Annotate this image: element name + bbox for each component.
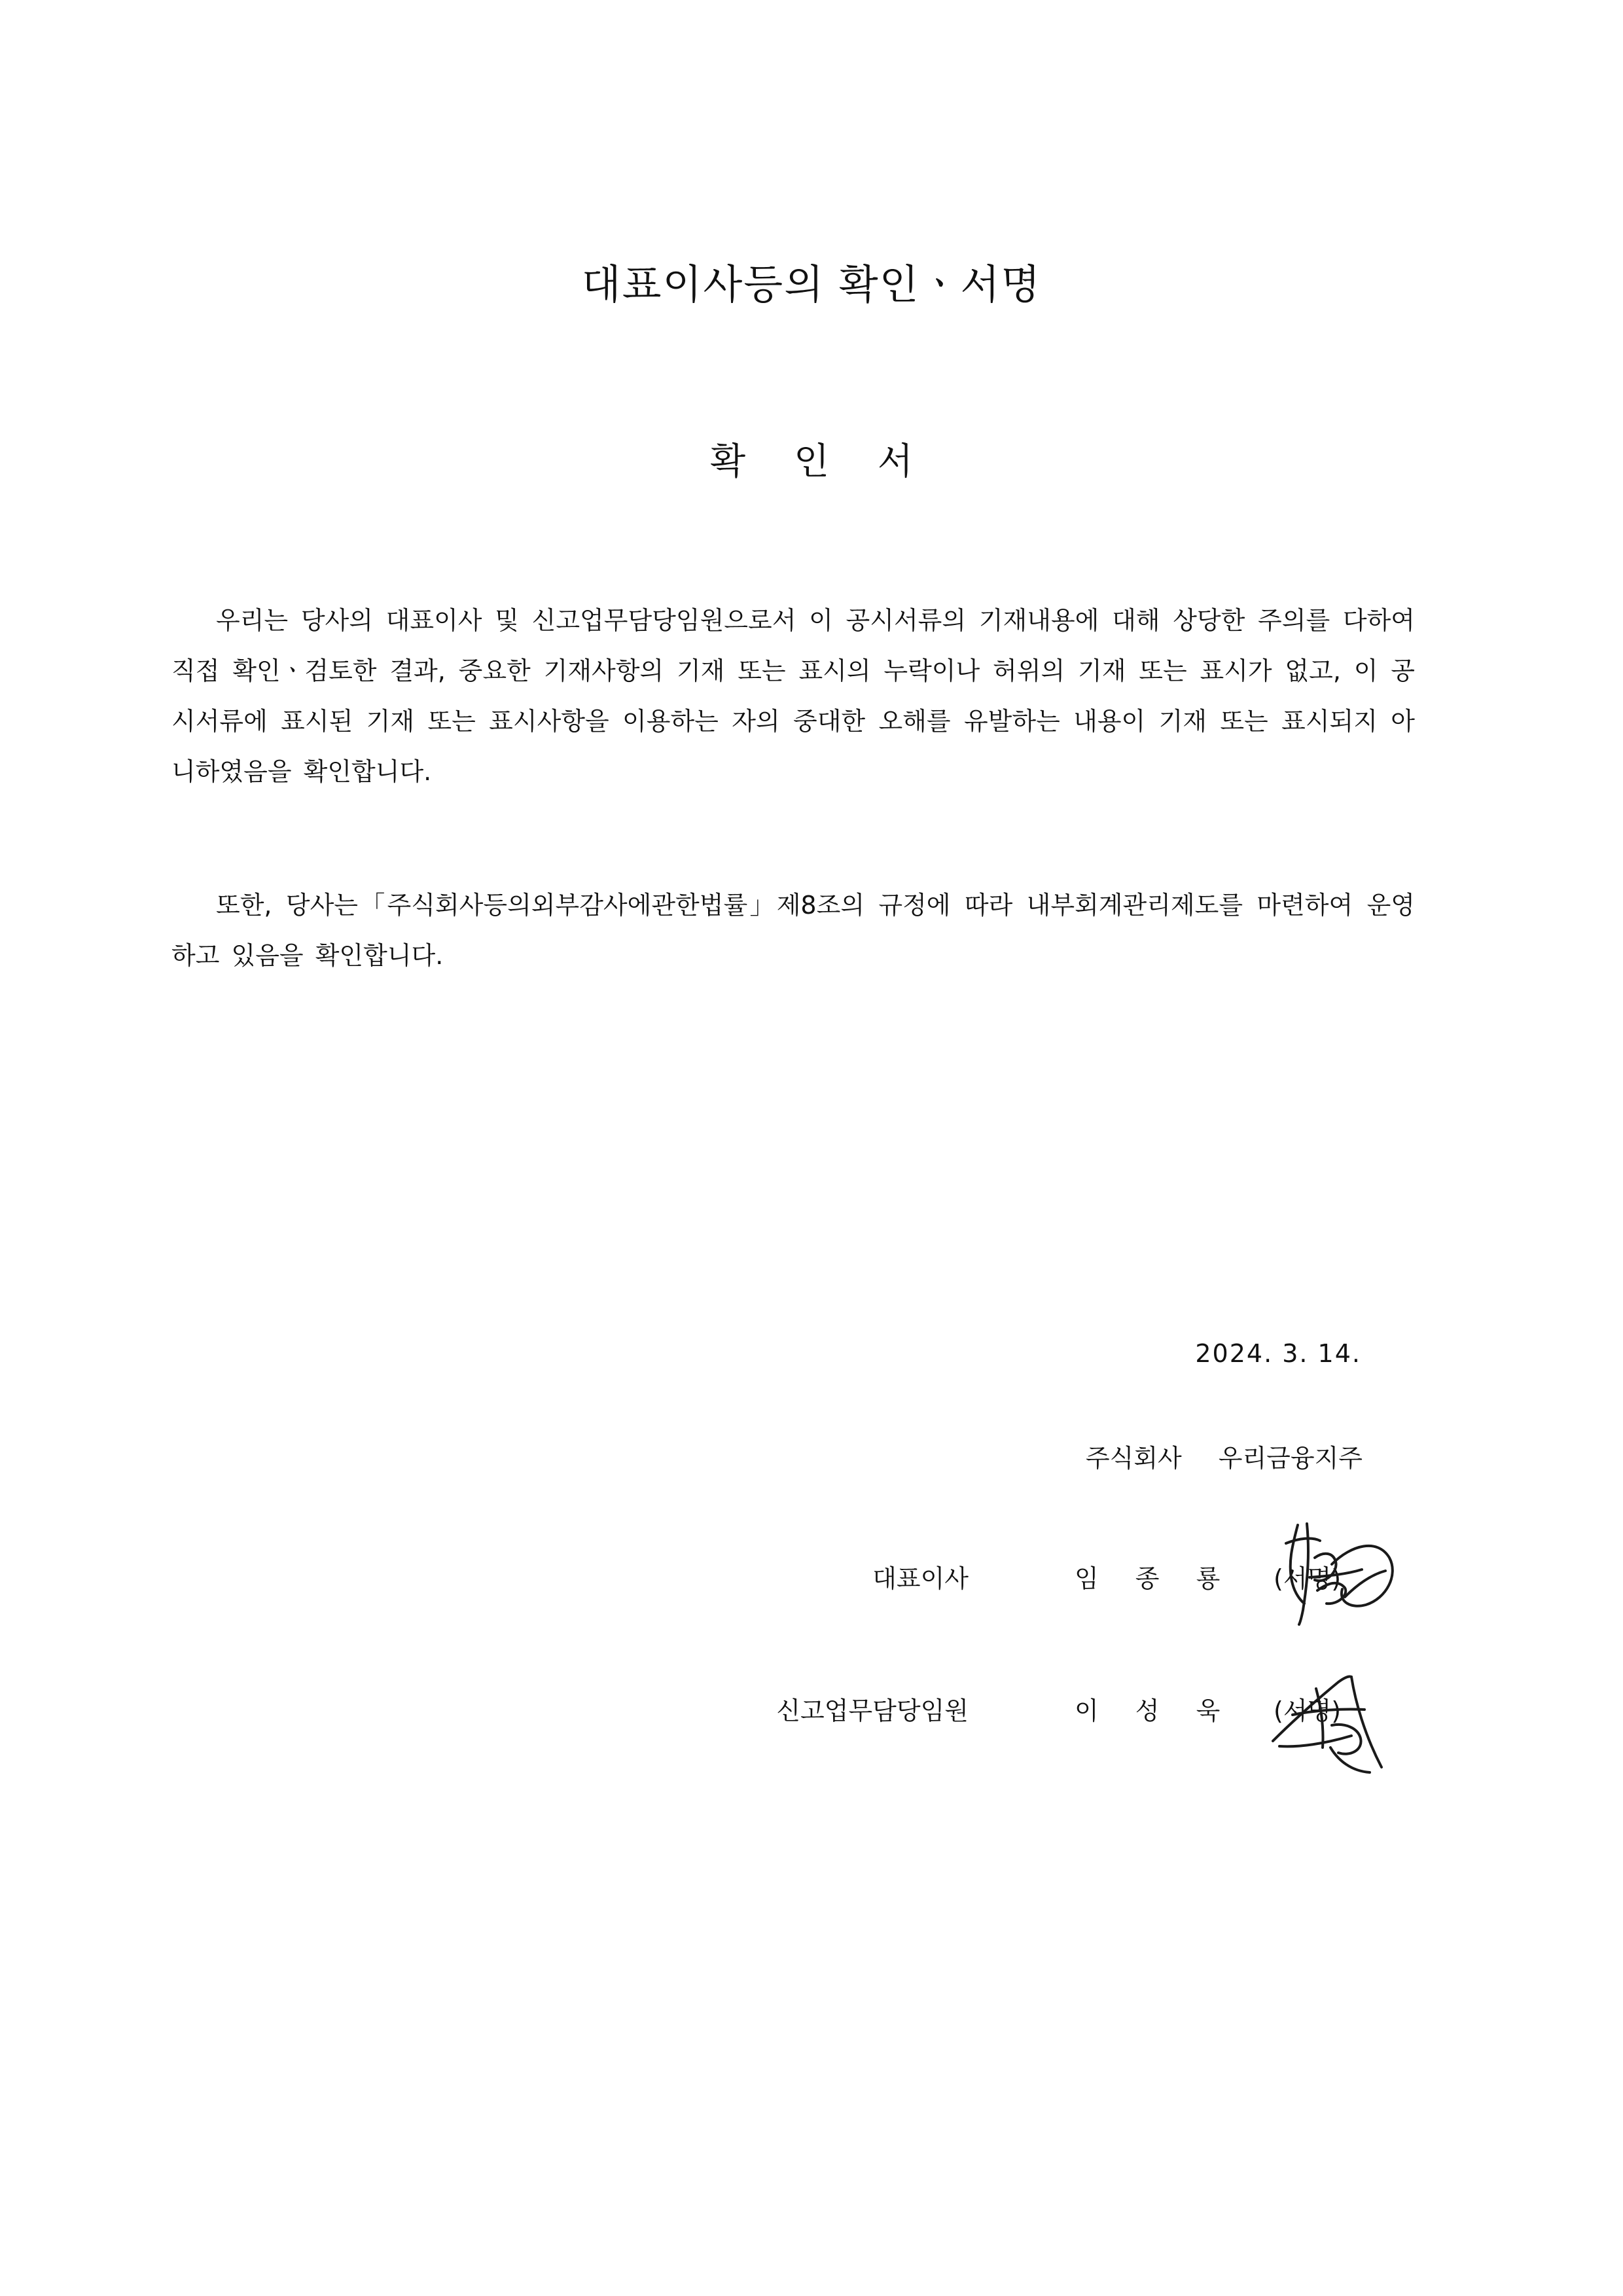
company-line [1086, 1440, 1363, 1477]
signatory-name: 임 종 룡 [1075, 1564, 1235, 1593]
company-name: 우리금융지주 [1218, 1444, 1363, 1473]
signature-label: (서명) [1274, 1564, 1342, 1593]
signatory-role: 신고업무담당임원 [776, 1696, 969, 1725]
document-date: 2024. 3. 14. [1195, 1339, 1361, 1368]
document-subtitle: 확 인 서 [710, 440, 931, 483]
signatory-role: 대표이사 [872, 1564, 969, 1593]
signatory-name: 이 성 욱 [1075, 1696, 1235, 1725]
signature-label: (서명) [1274, 1696, 1342, 1725]
company-type: 주식회사 [1085, 1444, 1182, 1473]
confirmation-paragraph-2: 또한, 당사는「주식회사등의외부감사에관한법률」제8조의 규정에 따라 내부회계관리제도를 마련하여 운영하고 있음을 확인합니다. [171, 891, 1415, 970]
confirmation-paragraph-1: 우리는 당사의 대표이사 및 신고업무담당임원으로서 이 공시서류의 기재내용에 대해 상당한 주의를 다하여 직접 확인ㆍ검토한 결과, 중요한 기재사항의 기재 또는 표시의 누락이나 허위의 기재 또는 표시가 없고, 이 공시서류에 표시된 기재 또는 표시사항을 이용하는 자의 중대한 오해를 유발하는 내용이 기재 또는 표시되지 아니하였음을 확인합니다. [171, 606, 1415, 786]
document-title: 대표이사등의 확인ㆍ서명 [581, 260, 1042, 308]
